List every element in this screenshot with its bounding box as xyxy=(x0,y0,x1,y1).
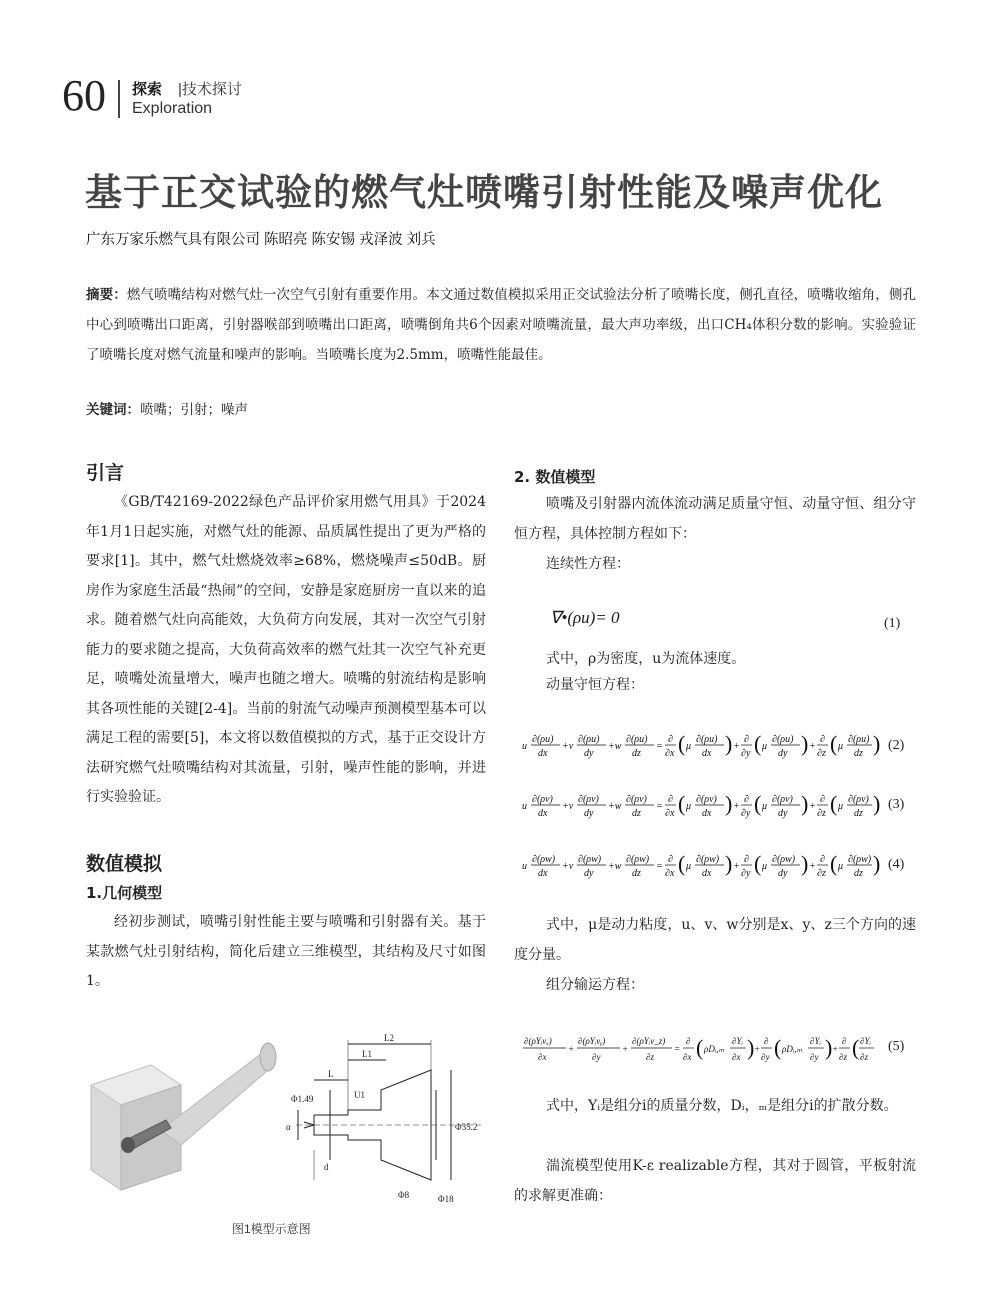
svg-text:+: + xyxy=(809,801,816,812)
svg-text:∂z: ∂z xyxy=(817,868,826,879)
svg-text:∂(ρv): ∂(ρv) xyxy=(696,794,717,805)
svg-text:(: ( xyxy=(754,731,762,756)
dim-u1: U1 xyxy=(354,1090,365,1100)
svg-text:∂: ∂ xyxy=(744,794,749,805)
numerical-model-heading: 2. 数值模型 xyxy=(514,468,596,486)
svg-text:dx: dx xyxy=(702,748,712,759)
species-label: 组分输运方程： xyxy=(546,977,644,993)
page-number: 60 xyxy=(62,71,106,120)
svg-text:=: = xyxy=(674,1044,681,1054)
3d-model-render xyxy=(86,1030,276,1220)
svg-text:dy: dy xyxy=(778,868,788,879)
figure-1 xyxy=(86,1030,486,1220)
svg-text:∂(ρw): ∂(ρw) xyxy=(696,854,720,865)
svg-text:∂z: ∂z xyxy=(817,808,826,819)
svg-text:∂(ρu): ∂(ρu) xyxy=(626,734,648,745)
svg-text:∂(ρv): ∂(ρv) xyxy=(626,794,647,805)
equation-2-number: (2) xyxy=(888,738,905,753)
svg-text:(: ( xyxy=(852,1035,860,1060)
svg-text:(: ( xyxy=(830,791,838,816)
svg-text:μ: μ xyxy=(838,801,844,812)
svg-text:+: + xyxy=(733,741,740,752)
svg-text:(: ( xyxy=(774,1035,782,1060)
svg-text:dx: dx xyxy=(702,868,712,879)
svg-text:∂(ρw): ∂(ρw) xyxy=(626,854,650,865)
svg-text:+w: +w xyxy=(608,741,622,752)
svg-text:+w: +w xyxy=(608,861,622,872)
svg-text:+v: +v xyxy=(562,861,574,872)
svg-text:∂y: ∂y xyxy=(810,1052,819,1062)
dim-l2: L2 xyxy=(384,1033,394,1043)
svg-text:∂Yᵢ: ∂Yᵢ xyxy=(732,1036,743,1046)
svg-text:∂(ρu): ∂(ρu) xyxy=(772,734,794,745)
svg-text:∂(ρv): ∂(ρv) xyxy=(848,794,869,805)
svg-text:∂x: ∂x xyxy=(665,748,675,759)
dim-d8: Φ8 xyxy=(398,1190,410,1200)
dim-d18: Φ18 xyxy=(438,1194,454,1204)
svg-text:+: + xyxy=(809,861,816,872)
engineering-drawing xyxy=(296,1040,481,1180)
svg-text:): ) xyxy=(801,731,809,756)
svg-text:∂(ρu): ∂(ρu) xyxy=(578,734,600,745)
svg-text:(: ( xyxy=(754,791,762,816)
svg-text:∂z: ∂z xyxy=(860,1052,868,1062)
authors: 广东万家乐燃气具有限公司 陈昭亮 陈安锡 戎泽波 刘兵 xyxy=(86,232,436,248)
equation-5 xyxy=(520,1030,880,1070)
keywords-text: 喷嘴；引射；噪声 xyxy=(140,402,248,418)
svg-text:dz: dz xyxy=(632,748,641,759)
svg-text:+: + xyxy=(832,1044,839,1054)
keywords xyxy=(86,398,248,418)
svg-text:∂: ∂ xyxy=(744,854,749,865)
article-title: 基于正交试验的燃气灶喷嘴引射性能及噪声优化 xyxy=(85,171,883,214)
svg-text:): ) xyxy=(873,851,880,876)
svg-text:μ: μ xyxy=(838,741,844,752)
svg-text:(: ( xyxy=(678,731,686,756)
svg-text:μ: μ xyxy=(838,861,844,872)
svg-text:u: u xyxy=(522,861,527,872)
svg-text:=: = xyxy=(656,741,663,752)
momentum-description: 式中，μ是动力粘度，u、v、w分别是x、y、z三个方向的速度分量。 xyxy=(514,917,916,963)
svg-text:∂x: ∂x xyxy=(683,1052,692,1062)
svg-text:∂(ρYᵢvᵧ): ∂(ρYᵢvᵧ) xyxy=(578,1036,606,1046)
svg-text:∂x: ∂x xyxy=(665,868,675,879)
dim-d352: Φ35.2 xyxy=(455,1122,478,1132)
svg-text:u: u xyxy=(522,741,527,752)
svg-text:dz: dz xyxy=(632,808,641,819)
momentum-label: 动量守恒方程： xyxy=(546,677,644,693)
svg-text:(: ( xyxy=(754,851,762,876)
svg-text:): ) xyxy=(747,1035,755,1060)
svg-text:∂(ρYᵢvₓ): ∂(ρYᵢvₓ) xyxy=(524,1036,552,1046)
svg-text:): ) xyxy=(873,731,880,756)
momentum-equations xyxy=(520,728,880,888)
svg-text:+: + xyxy=(754,1044,761,1054)
svg-text:∂(ρw): ∂(ρw) xyxy=(578,854,602,865)
svg-text:∂y: ∂y xyxy=(741,808,751,819)
svg-text:+: + xyxy=(622,1044,629,1054)
svg-text:μ: μ xyxy=(686,861,692,872)
species-description: 式中，Yᵢ是组分i的质量分数，Dᵢ，ₘ是组分i的扩散分数。 xyxy=(546,1098,898,1114)
svg-text:∂: ∂ xyxy=(668,854,673,865)
svg-text:∂: ∂ xyxy=(820,734,825,745)
svg-text:∂: ∂ xyxy=(842,1036,847,1046)
svg-text:ρDᵢ,ₘ: ρDᵢ,ₘ xyxy=(782,1044,803,1054)
svg-text:+: + xyxy=(733,801,740,812)
equation-2-body xyxy=(522,731,880,759)
svg-text:(: ( xyxy=(830,851,838,876)
svg-text:dy: dy xyxy=(584,748,594,759)
svg-text:∂(ρu): ∂(ρu) xyxy=(696,734,718,745)
svg-text:μ: μ xyxy=(686,741,692,752)
svg-text:): ) xyxy=(725,791,733,816)
equation-5-number: (5) xyxy=(888,1039,905,1054)
svg-text:∂: ∂ xyxy=(820,854,825,865)
turbulence-description: 湍流模型使用K-ε realizable方程，其对于圆管，平板射流的求解更准确： xyxy=(514,1158,916,1204)
svg-text:): ) xyxy=(825,1035,833,1060)
svg-text:∂z: ∂z xyxy=(839,1052,847,1062)
section-english: Exploration xyxy=(132,100,213,117)
svg-text:∂: ∂ xyxy=(668,794,673,805)
svg-text:+w: +w xyxy=(608,801,622,812)
svg-text:∂(ρv): ∂(ρv) xyxy=(772,794,793,805)
section-name: 探索 xyxy=(132,81,163,98)
abstract-text: 燃气喷嘴结构对燃气灶一次空气引射有重要作用。本文通过数值模拟采用正交试验法分析了喷嘴长度，侧孔直径，喷嘴收缩角，侧孔中心到喷嘴出口距离，引射器喉部到喷嘴出口距离，喷嘴倒角共6个因素对喷嘴流量，最大声功率级，出口CH₄体积分数的影响。实验验证了喷嘴长度对燃气流量和噪声的影响。当喷嘴长度为2.5mm，喷嘴性能最佳。 xyxy=(86,287,917,363)
section-subname: |技术探讨 xyxy=(178,81,242,98)
svg-text:+: + xyxy=(809,741,816,752)
svg-text:dy: dy xyxy=(584,868,594,879)
keywords-label: 关键词： xyxy=(86,402,140,418)
svg-text:∂(ρv): ∂(ρv) xyxy=(532,794,553,805)
svg-text:∂(ρu): ∂(ρu) xyxy=(532,734,554,745)
svg-text:ρDᵢ,ₘ: ρDᵢ,ₘ xyxy=(704,1044,725,1054)
numerical-sim-heading: 数值模拟 xyxy=(86,853,163,875)
svg-text:∂(ρYᵢv_z): ∂(ρYᵢv_z) xyxy=(632,1036,666,1046)
svg-text:∂: ∂ xyxy=(686,1036,691,1046)
svg-text:∂x: ∂x xyxy=(732,1052,741,1062)
continuity-label: 连续性方程： xyxy=(546,556,630,572)
svg-text:dz: dz xyxy=(632,868,641,879)
svg-text:dz: dz xyxy=(854,748,863,759)
svg-text:dz: dz xyxy=(854,808,863,819)
svg-text:∂x: ∂x xyxy=(538,1052,547,1062)
svg-text:+v: +v xyxy=(562,741,574,752)
svg-text:): ) xyxy=(873,791,880,816)
svg-text:μ: μ xyxy=(762,861,768,872)
svg-text:=: = xyxy=(656,861,663,872)
geometry-heading: 1.几何模型 xyxy=(86,884,163,902)
svg-text:μ: μ xyxy=(762,741,768,752)
geometry-paragraph: 经初步测试，喷嘴引射性能主要与喷嘴和引射器有关。基于某款燃气灶引射结构，简化后建立三维模型，其结构及尺寸如图1。 xyxy=(86,914,486,989)
dim-l1: L1 xyxy=(362,1049,372,1059)
svg-text:∂y: ∂y xyxy=(761,1052,770,1062)
svg-text:(: ( xyxy=(678,851,686,876)
svg-text:∂y: ∂y xyxy=(741,748,751,759)
svg-text:∂Yᵢ: ∂Yᵢ xyxy=(860,1036,871,1046)
figure-caption: 图1模型示意图 xyxy=(232,1222,311,1236)
svg-text:∂(ρw): ∂(ρw) xyxy=(772,854,796,865)
svg-text:∂(ρw): ∂(ρw) xyxy=(532,854,556,865)
svg-text:∂: ∂ xyxy=(820,794,825,805)
svg-text:∂y: ∂y xyxy=(592,1052,601,1062)
svg-text:+v: +v xyxy=(562,801,574,812)
svg-text:∂Yᵢ: ∂Yᵢ xyxy=(810,1036,821,1046)
svg-text:∂(ρv): ∂(ρv) xyxy=(578,794,599,805)
svg-text:(: ( xyxy=(696,1035,704,1060)
header-divider xyxy=(118,80,120,118)
svg-text:+: + xyxy=(568,1044,575,1054)
svg-text:∂: ∂ xyxy=(744,734,749,745)
svg-text:): ) xyxy=(801,791,809,816)
svg-text:): ) xyxy=(725,851,733,876)
svg-text:(: ( xyxy=(830,731,838,756)
svg-text:=: = xyxy=(656,801,663,812)
svg-text:∂z: ∂z xyxy=(646,1052,654,1062)
intro-paragraph: 《GB/T42169-2022绿色产品评价家用燃气用具》于2024年1月1日起实施，对燃气灶的能源、品质属性提出了更为严格的要求[1]。其中，燃气灶燃烧效率≥68%，燃烧噪声≤50dB。厨房作为家庭生活最“热闹”的空间，安静是家庭厨房一直以来的追求。随着燃气灶向高能效，大负荷方向发展，其对一次空气引射能力的要求随之提高，大负荷高效率的燃气灶其一次空气补充更足，喷嘴处流量增大，噪声也随之增大。喷嘴的射流结构是影响其各项性能的关键[2-4]。当前的射流气动噪声预测模型基本可以满足工程的需要[5]，本文将以数值模拟的方式，基于正交设计方法研究燃气灶喷嘴结构对其流量，引射，噪声性能的影响，并进行实验验证。 xyxy=(86,494,486,805)
svg-text:): ) xyxy=(725,731,733,756)
equation-3-number: (3) xyxy=(888,797,905,812)
svg-text:dz: dz xyxy=(854,868,863,879)
svg-text:μ: μ xyxy=(686,801,692,812)
dim-l: L xyxy=(328,1069,334,1079)
svg-text:(: ( xyxy=(678,791,686,816)
model-intro: 喷嘴及引射器内流体流动满足质量守恒、动量守恒、组分守恒方程，具体控制方程如下： xyxy=(514,496,916,542)
svg-text:dx: dx xyxy=(538,808,548,819)
svg-text:∂y: ∂y xyxy=(741,868,751,879)
svg-text:∂(ρw): ∂(ρw) xyxy=(848,854,872,865)
svg-text:dx: dx xyxy=(538,748,548,759)
equation-3-body xyxy=(522,791,880,819)
equation-1-description: 式中，ρ为密度，u为流体速度。 xyxy=(546,651,746,667)
svg-text:dx: dx xyxy=(702,808,712,819)
svg-text:∂z: ∂z xyxy=(817,748,826,759)
svg-text:dy: dy xyxy=(778,748,788,759)
svg-text:u: u xyxy=(522,801,527,812)
svg-text:∂: ∂ xyxy=(668,734,673,745)
svg-text:dy: dy xyxy=(584,808,594,819)
dim-d149: Φ1.49 xyxy=(291,1094,314,1104)
svg-text:∂(ρu): ∂(ρu) xyxy=(848,734,870,745)
svg-text:dy: dy xyxy=(778,808,788,819)
svg-text:+: + xyxy=(733,861,740,872)
equation-4-number: (4) xyxy=(888,857,905,872)
svg-text:∂x: ∂x xyxy=(665,808,675,819)
svg-text:∂: ∂ xyxy=(764,1036,769,1046)
equation-1-number: (1) xyxy=(884,616,901,631)
abstract-label: 摘要： xyxy=(86,287,127,303)
intro-heading: 引言 xyxy=(86,462,125,484)
dim-alpha: α xyxy=(286,1122,291,1132)
svg-text:dx: dx xyxy=(538,868,548,879)
abstract xyxy=(86,280,916,370)
equation-1: ∇•(ρu)= 0 xyxy=(550,608,620,627)
equation-4-body xyxy=(522,851,880,879)
svg-text:): ) xyxy=(801,851,809,876)
figure-1-drawing xyxy=(86,1030,486,1220)
svg-text:μ: μ xyxy=(762,801,768,812)
dim-d: d xyxy=(324,1162,329,1172)
